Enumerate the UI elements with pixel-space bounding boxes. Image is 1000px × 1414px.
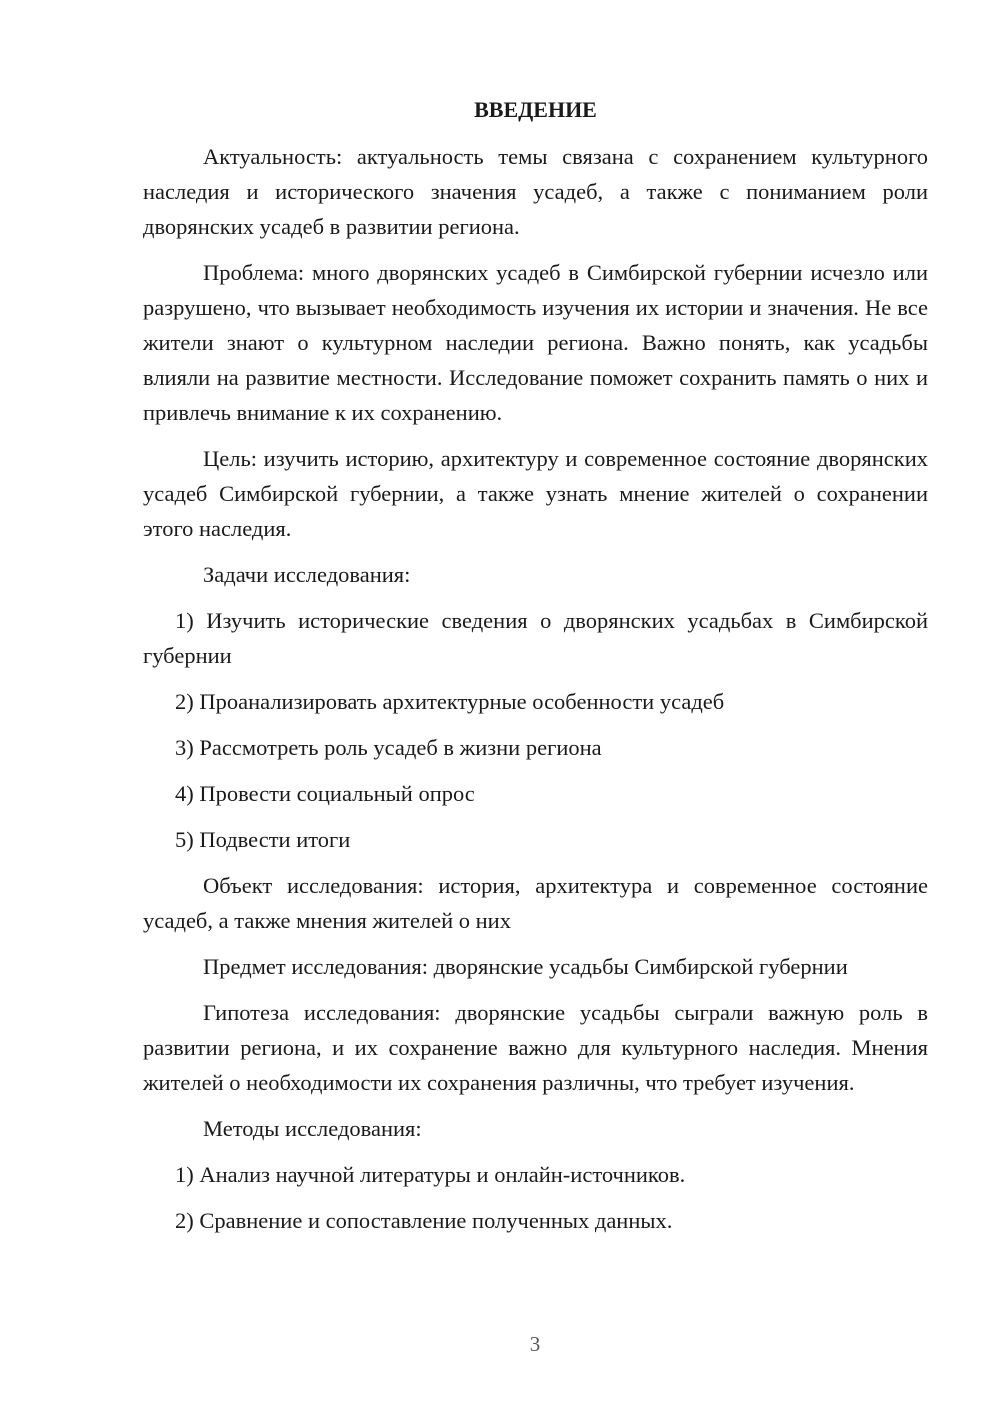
relevance-paragraph: Актуальность: актуальность темы связана с сохранением культурного наследия и исторического значения усадеб, а также с пониманием роли дворянских усадеб в развитии региона.: [143, 144, 928, 239]
hypothesis-paragraph: Гипотеза исследования: дворянские усадьбы сыграли важную роль в развитии региона, и их сохранение важно для культурного наследия. Мнения жителей о необходимости их сохранения различны, что требует изучения.: [143, 1000, 928, 1095]
task-item-5: 5) Подвести итоги: [175, 827, 351, 852]
task-item-2: 2) Проанализировать архитектурные особенности усадеб: [175, 689, 725, 714]
method-item-1: 1) Анализ научной литературы и онлайн-источников.: [175, 1162, 686, 1187]
problem-paragraph: Проблема: много дворянских усадеб в Симбирской губернии исчезло или разрушено, что вызывает необходимость изучения их истории и значения. Не все жители знают о культурном наследии региона. Важно понять, как усадьбы влияли на развитие местности. Исследование поможет сохранить память о них и привлечь внимание к их сохранению.: [143, 260, 928, 425]
section-heading: ВВЕДЕНИЕ: [474, 97, 597, 122]
goal-paragraph: Цель: изучить историю, архитектуру и современное состояние дворянских усадеб Симбирской губернии, а также узнать мнение жителей о сохранении этого наследия.: [143, 446, 928, 541]
task-item-1: 1) Изучить исторические сведения о дворянских усадьбах в Симбирской губернии: [143, 608, 928, 668]
page-content: [143, 94, 928, 1249]
task-item-3: 3) Рассмотреть роль усадеб в жизни региона: [175, 735, 602, 760]
page-number: 3: [529, 1332, 541, 1356]
task-item-4: 4) Провести социальный опрос: [175, 781, 475, 806]
subject-paragraph: Предмет исследования: дворянские усадьбы Симбирской губернии: [203, 954, 848, 979]
tasks-title: Задачи исследования:: [203, 562, 411, 587]
object-paragraph: Объект исследования: история, архитектура и современное состояние усадеб, а также мнения жителей о них: [143, 873, 928, 933]
methods-title: Методы исследования:: [203, 1116, 422, 1141]
method-item-2: 2) Сравнение и сопоставление полученных данных.: [175, 1208, 673, 1233]
